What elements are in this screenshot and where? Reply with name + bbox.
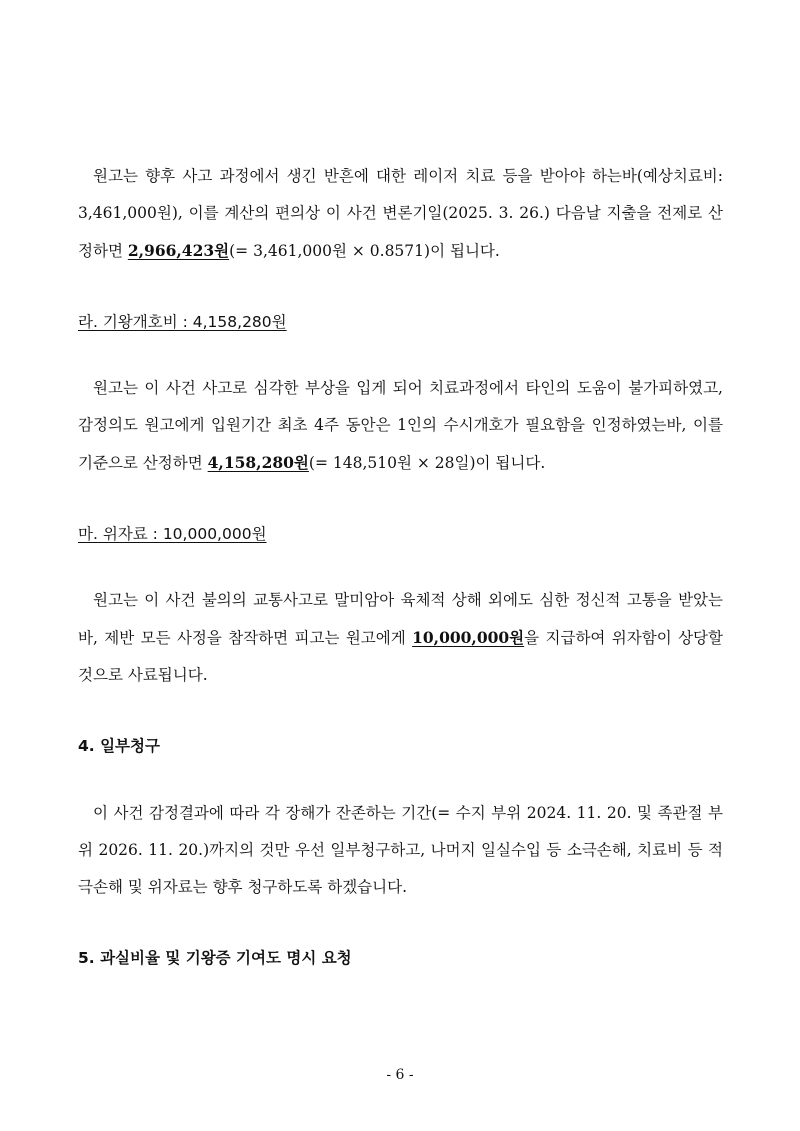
partial-claim-heading: 4. 일부청구: [78, 737, 160, 755]
consolation-amount: 10,000,000원: [412, 628, 525, 647]
fault-ratio-heading: 5. 과실비율 및 기왕증 기여도 명시 요청: [78, 949, 352, 967]
partial-claim-paragraph: 이 사건 감정결과에 따라 각 장해가 잔존하는 기간(= 수지 부위 2024. 11. 20. 및 족관절 부위 2026. 11. 20.)까지의 것만 우선 일부청구하고, 나머지 일실수입 등 소극손해, 치료비 등 적극손해 및 위자료는 향후 청구하도록 하겠습니다.: [78, 804, 723, 896]
nursing-amount: 4,158,280원: [207, 453, 309, 472]
nursing-paragraph: [78, 370, 723, 482]
paragraph-text: (= 3,461,000원 × 0.8571)이 됩니다.: [229, 242, 500, 260]
consolation-heading: 마. 위자료 : 10,000,000원: [78, 525, 267, 543]
paragraph-text: 을 지급하여 위자함이 상당할 것으로 사료됩니다.: [78, 629, 723, 684]
paragraph-text: (= 148,510원 × 28일)이 됩니다.: [308, 454, 546, 472]
paragraph-text: 원고는 이 사건 사고로 심각한 부상을 입게 되어 치료과정에서 타인의 도움이 불가피하였고, 감정의도 원고에게 입원기간 최초 4주 동안은 1인의 수시개호가 필요함을 인정하였는바, 이를 기준으로 산정하면: [78, 379, 723, 472]
page-number: - 6 -: [386, 1067, 414, 1083]
nursing-heading: 라. 기왕개호비 : 4,158,280원: [78, 313, 287, 331]
paragraph-text: 원고는 향후 사고 과정에서 생긴 반흔에 대한 레이저 치료 등을 받아야 하는바(예상치료비: 3,461,000원), 이를 계산의 편의상 이 사건 변론기일(2025. 3. 26.) 다음날 지출을 전제로 산정하면: [78, 167, 723, 260]
consolation-paragraph: [78, 582, 723, 694]
paragraph-text: 원고는 이 사건 불의의 교통사고로 말미암아 육체적 상해 외에도 심한 정신적 고통을 받았는바, 제반 모든 사정을 참작하면 피고는 원고에게: [78, 591, 723, 647]
treatment-paragraph: [78, 158, 723, 270]
treatment-amount: 2,966,423원: [127, 241, 230, 260]
